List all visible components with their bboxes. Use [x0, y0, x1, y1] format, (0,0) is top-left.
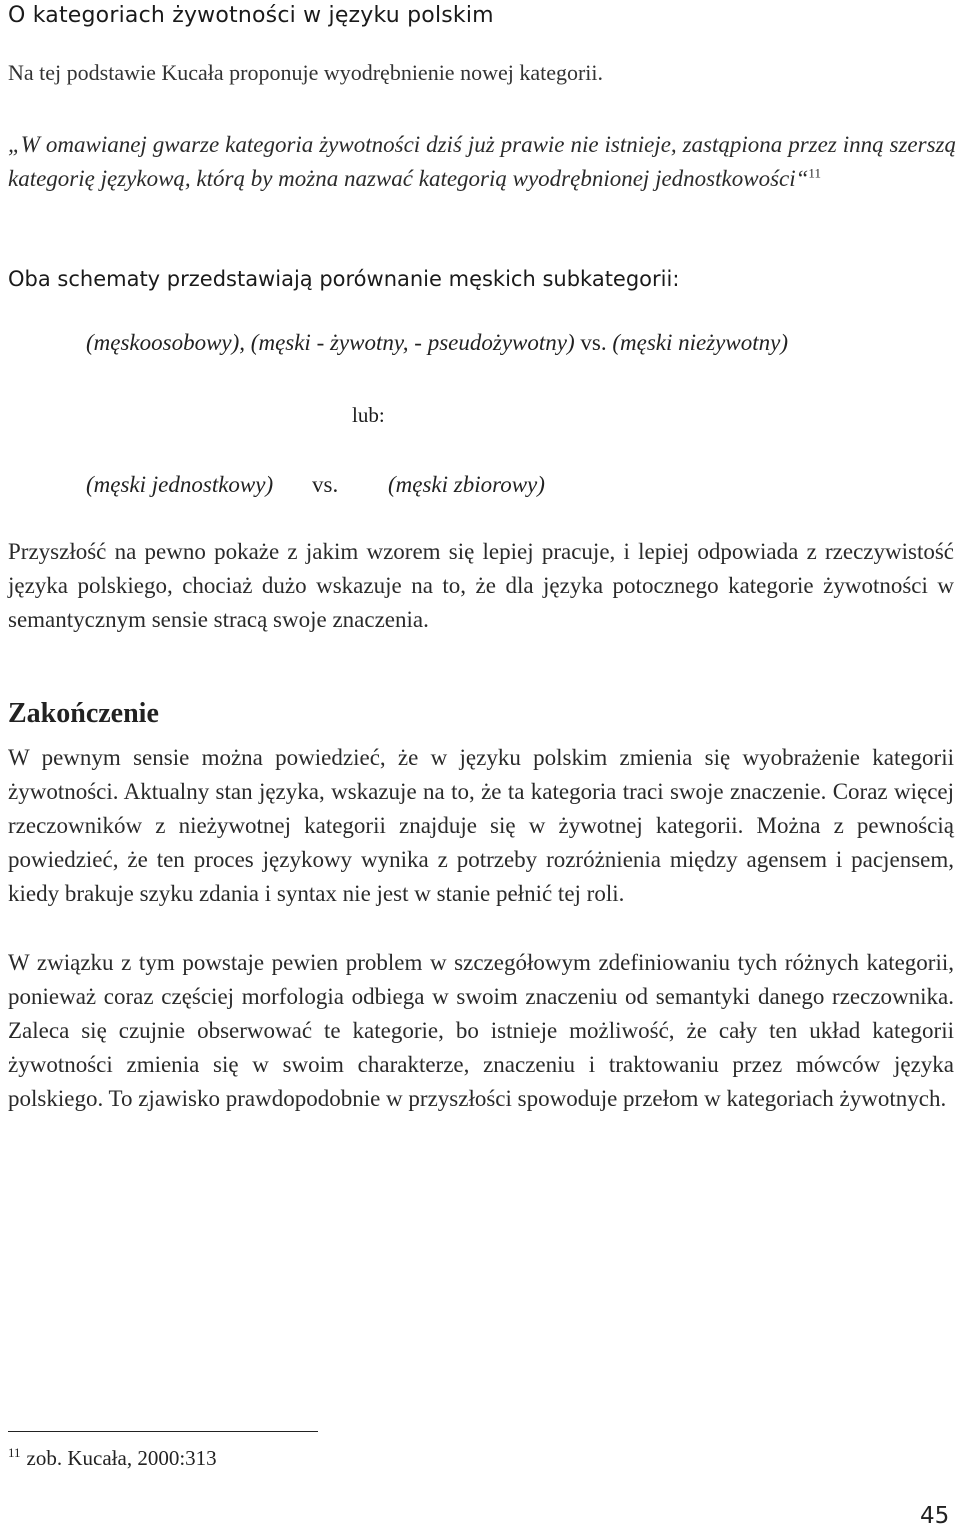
schema-2-right: (męski zbiorowy)	[388, 472, 545, 497]
intro-paragraph: Na tej podstawie Kucała proponuje wyodrębnienie nowej kategorii.	[8, 60, 604, 85]
footnote-text: zob. Kucała, 2000:313	[26, 1446, 217, 1470]
schema-1-vs: vs.	[574, 330, 613, 355]
schema-2-vs: vs.	[312, 472, 339, 497]
footnote	[8, 1446, 217, 1471]
schema-2-left: (męski jednostkowy)	[86, 472, 274, 497]
footnote-reference[interactable]: 11	[808, 165, 821, 181]
quote-text: „W omawianej gwarze kategoria żywotności dziś już prawie nie istnieje, zastąpiona przez inną szerszą kategorię językową, którą by można nazwać kategorią wyodrębnionej jednostkowości“	[8, 132, 956, 191]
running-title: O kategoriach żywotności w języku polskim	[8, 3, 494, 28]
body-paragraph-3: W związku z tym powstaje pewien problem w szczegółowym zdefiniowaniu tych różnych kategorii, ponieważ coraz częściej morfologia odbiega w swoim znaczeniu od semantyki danego rzeczownika. Zaleca się czujnie obserwować te kategorie, bo istnieje możliwość, że cały ten układ kategorii żywotności zmienia się w swoim charakterze, znaczeniu i traktowaniu przez mówców języka polskiego. To zjawisko prawdopodobnie w przyszłości spowoduje przełom w kategoriach żywotnych.	[8, 950, 954, 1111]
schema-line-1	[86, 330, 788, 356]
block-quote	[8, 128, 956, 196]
section-heading: Zakończenie	[8, 698, 159, 729]
schema-intro: Oba schematy przedstawiają porównanie męskich subkategorii:	[8, 267, 680, 291]
footnote-divider	[8, 1431, 318, 1432]
schema-1-left: (męskoosobowy), (męski - żywotny, - pseudożywotny)	[86, 330, 575, 355]
body-paragraph-1: Przyszłość na pewno pokaże z jakim wzorem się lepiej pracuje, i lepiej odpowiada z rzeczywistość języka polskiego, chociaż dużo wskazuje na to, że dla języka potocznego kategorie żywotności w semantycznym sensie stracą swoje znaczenia.	[8, 539, 954, 632]
body-paragraph-2: W pewnym sensie można powiedzieć, że w języku polskim zmienia się wyobrażenie kategorii żywotności. Aktualny stan języka, wskazuje na to, że ta kategoria traci swoje znaczenie. Coraz więcej rzeczowników z nieżywotnej kategorii znajduje się w żywotnej kategorii. Można z pewnością powiedzieć, że ten proces językowy wynika z potrzeby rozróżnienia między agensem i pacjensem, kiedy brakuje szyku zdania i syntax nie jest w stanie pełnić tej roli.	[8, 745, 954, 906]
footnote-number: 11	[8, 1445, 21, 1460]
schema-1-right: (męski nieżywotny)	[612, 330, 788, 355]
schema-separator: lub:	[352, 403, 385, 427]
page-number: 45	[920, 1503, 950, 1529]
